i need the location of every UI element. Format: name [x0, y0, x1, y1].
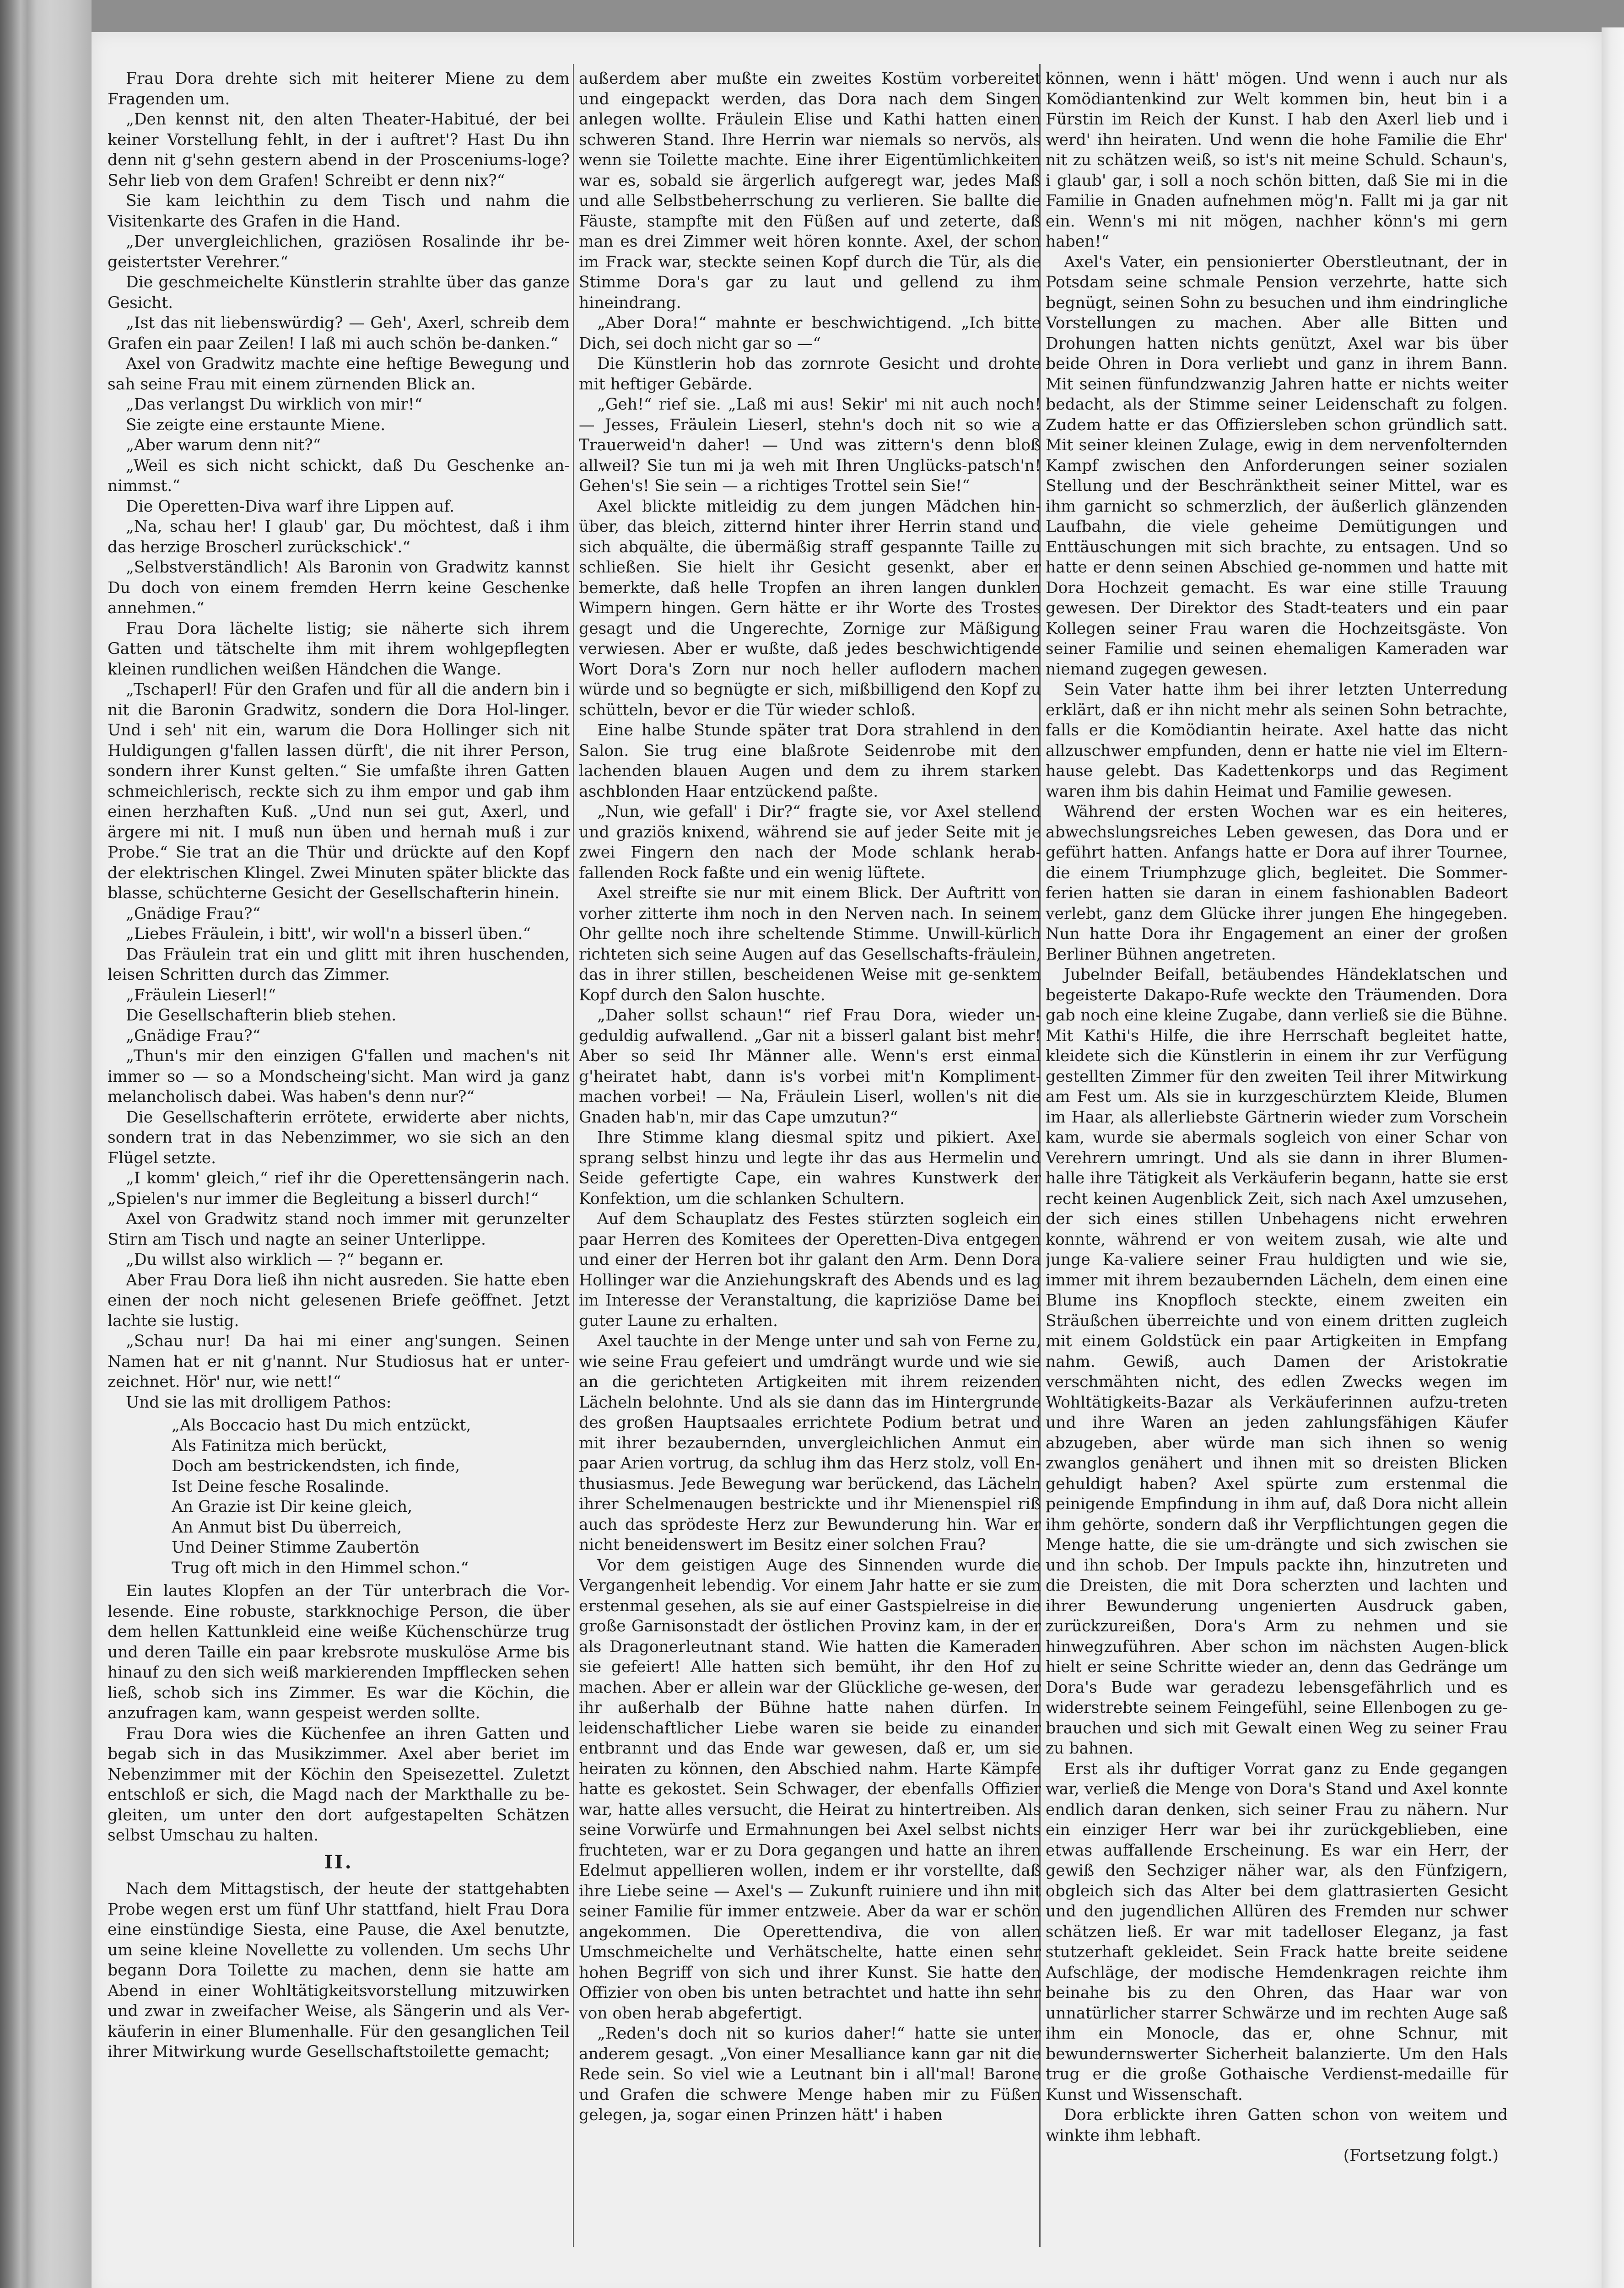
paragraph: „Selbstverständlich! Als Baronin von Gradwitz kannst Du doch von einem fremden Herrn keine Geschenke annehmen.“ — [108, 558, 570, 617]
paragraph: Dora erblickte ihren Gatten schon von weitem und winkte ihm lebhaft. — [1046, 2106, 1508, 2145]
book-binding-edge — [0, 0, 92, 2288]
paragraph: Frau Dora drehte sich mit heiterer Miene zu dem Fragenden um. — [108, 70, 570, 108]
poem-line: „Als Boccacio hast Du mich entzückt, — [172, 1416, 471, 1435]
paragraph: „Den kennst nit, den alten Theater-Habitué, der bei keiner Vorstellung fehlt, in der i auftret'? Hast Du ihn denn nit g'sehn gestern abend in der Prosceniums-loge? Sehr lieb von dem Grafen! Schreibt er denn nix?“ — [108, 110, 570, 190]
paragraph: „Schau nur! Da hai mi einer ang'sungen. Seinen Namen hat er nit g'nannt. Nur Studiosus hat er unter-zeichnet. Hör' nur, wie nett!“ — [108, 1332, 570, 1391]
paragraph: „Thun's mir den einzigen G'fallen und machen's nit immer so — so a Mondscheing'sicht. Man wird ja ganz melancholisch dabei. Was haben's denn nur?“ — [108, 1047, 570, 1106]
poem-line: An Anmut bist Du überreich, — [172, 1518, 402, 1537]
paragraph: „Gnädige Frau?“ — [126, 1026, 261, 1045]
poem-line: Ist Deine fesche Rosalinde. — [172, 1477, 389, 1496]
column-rule — [573, 64, 574, 2247]
paragraph: Vor dem geistigen Auge des Sinnenden wurde die Vergangenheit lebendig. Vor einem Jahr hatte er sie zum erstenmal gesehen, als sie auf einer Gastspielreise in die große Garnisonstadt der östlichen Provinz kam, in der er als Dragonerleutnant stand. Wie hatten die Kameraden sie gefeiert! Alle hatten sich bemüht, ihr den Hof zu machen. Aber er allein war der Glückliche ge-wesen, der ihr außerhalb der Bühne hatte nahen dürfen. In leidenschaftlicher Liebe waren sie beide zu einander entbrannt und das Ende war gewesen, daß er, um sie heiraten zu können, den Abschied nahm. Harte Kämpfe hatte es gekostet. Sein Schwager, der ebenfalls Offizier war, hatte alles versucht, die Heirat zu hintertreiben. Als seine Vorwürfe und Ermahnungen bei Axel selbst nichts fruchteten, war er zu Dora gegangen und hatte an ihren Edelmut appellieren wollen, indem er ihr vorstellte, daß ihre Liebe seine — Axel's — Zukunft ruiniere und ihn mit seiner Familie für immer entzweie. Aber da war er schön angekommen. Die Operettendiva, die von allen Umschmeichelte und Verhätschelte, hatte einen sehr hohen Begriff von sich und ihrer Kunst. Sie hatte den Offizier von oben bis unten betrachtet und hatte ihn sehr von oben herab abgefertigt. — [579, 1556, 1041, 2023]
paragraph: „Du willst also wirklich — ?“ begann er. — [126, 1251, 444, 1269]
paragraph: Die Künstlerin hob das zornrote Gesicht und drohte mit heftiger Gebärde. — [579, 355, 1041, 394]
paragraph: „Liebes Fräulein, i bitt', wir woll'n a bisserl üben.“ — [126, 925, 531, 943]
paragraph: „Daher sollst schaun!“ rief Frau Dora, wieder un-geduldig aufwallend. „Gar nit a bisserl galant bist mehr! Aber so seid Ihr Männer alle. Wenn's erst einmal g'heiratet habt, dann is's vorbei mit'n Kompliment-machen vorbei! — Na, Fräulein Liserl, wollen's nit die Gnaden hab'n, mir das Cape umzutun?“ — [579, 1006, 1041, 1127]
paragraph: Sie kam leichthin zu dem Tisch und nahm die Visitenkarte des Grafen in die Hand. — [108, 192, 570, 231]
paragraph: Jubelnder Beifall, betäubendes Händeklatschen und begeisterte Dakapo-Rufe weckte den Träumenden. Dora gab noch eine kleine Zugabe, dann verließ sie die Bühne. Mit Kathi's Hilfe, die ihre Herrschaft begleitet hatte, kleidete sich die Künstlerin in einem ihr zur Verfügung gestellten Zimmer für den zweiten Teil ihrer Mitwirkung am Fest um. Als sie in kurzgeschürztem Kleide, Blumen im Haar, als allerliebste Gärtnerin wieder zum Vorschein kam, wurde sie abermals sogleich von einer Schar von Verehrern umringt. Und als sie dann in ihrer Blumen-halle ihre Tätigkeit als Verkäuferin begann, hatte sie erst recht keinen Augenblick Zeit, sich nach Axel umzusehen, der sich eines stillen Unbehagens nicht erwehren konnte, während er von weitem zusah, wie alte und junge Ka-valiere seiner Frau huldigten und wie sie, immer mit ihrem bezaubernden Lächeln, dem einen eine Blume ins Knopfloch steckte, einem zweiten ein Sträußchen überreichte und von einem dritten zugleich mit einem Goldstück ein paar Artigkeiten in Empfang nahm. Gewiß, auch Damen der Aristokratie verschmähten nicht, des edlen Zwecks wegen im Wohltätigkeits-Bazar als Verkäuferinnen aufzu-treten und ihre Waren an jeden zahlungsfähigen Käufer abzugeben, aber würde man sich ihnen so wenig zwanglos genähert und ihnen mit so dreisten Blicken gehuldigt haben? Axel spürte zum erstenmal die peinigende Empfindung in ihm auf, daß Dora nicht allein ihm gehörte, sondern daß ihr Verpflichtungen gegen die Menge hatte, die sie um-drängte und sich zwischen sie und ihn schob. Der Impuls packte ihn, hinzutreten und die Dreisten, die mit Dora scherzten und lachten und ihrer Bewunderung ungenierten Ausdruck gaben, zurückzureißen, Dora's Arm zu nehmen und sie hinwegzuführen. Aber schon im nächsten Augen-blick hielt er seine Schritte wieder an, denn das Gedränge um Dora's Bude war geradezu lebensgefährlich und es widerstrebte seinem Feingefühl, seine Ellenbogen zu ge-brauchen und sich mit Gewalt einen Weg zu seiner Frau zu bahnen. — [1046, 966, 1508, 1758]
paragraph: Die Gesellschafterin errötete, erwiderte aber nichts, sondern trat in das Nebenzimmer, wo sie sich an den Flügel setzte. — [108, 1108, 570, 1167]
poem-line: Als Fatinitza mich berückt, — [172, 1436, 388, 1455]
paragraph: „Aber Dora!“ mahnte er beschwichtigend. „Ich bitte Dich, sei doch nicht gar so —“ — [579, 314, 1041, 353]
paragraph: „I komm' gleich,“ rief ihr die Operettensängerin nach. „Spielen's nur immer die Begleitung a bisserl durch!“ — [108, 1169, 570, 1208]
paragraph: „Ist das nit liebenswürdig? — Geh', Axerl, schreib dem Grafen ein paar Zeilen! I laß mi auch schön be-danken.“ — [108, 314, 570, 353]
paragraph: „Das verlangst Du wirklich von mir!“ — [126, 395, 423, 414]
paragraph: „Gnädige Frau?“ — [126, 904, 261, 923]
text-column-2 — [579, 69, 1041, 2242]
paragraph: Das Fräulein trat ein und glitt mit ihren huschenden, leisen Schritten durch das Zimmer. — [108, 945, 570, 984]
paragraph: Die Gesellschafterin blieb stehen. — [126, 1006, 397, 1025]
paragraph: Frau Dora lächelte listig; sie näherte sich ihrem Gatten und tätschelte ihm mit ihrem wohlgepflegten kleinen rundlichen weißen Händchen die Wange. — [108, 619, 570, 679]
paragraph: „Geh!“ rief sie. „Laß mi aus! Sekir' mi nit auch noch! — Jesses, Fräulein Lieserl, stehn's doch nit so wie a Trauerweid'n daher! — Und was zittern's denn bloß allweil? Sie tun mi ja weh mit Ihren Unglücks-patsch'n! Gehen's! Sie sein — a richtiges Trottel sein Sie!“ — [579, 395, 1041, 495]
paragraph: „Fräulein Lieserl!“ — [126, 986, 276, 1004]
paragraph: Erst als ihr duftiger Vorrat ganz zu Ende gegangen war, verließ die Menge von Dora's Stand und Axel konnte endlich daran denken, sich seiner Frau zu nähern. Nur ein einziger Herr war bei ihr zurückgeblieben, eine etwas auffallende Erscheinung. Es war ein Herr, der gewiß den Sechziger näher war, als den Fünfzigern, obgleich sich das Alter bei dem glattrasierten Gesicht und den jugendlichen Allüren des Fremden nur schwer schätzen ließ. Er war mit tadelloser Eleganz, ja fast stutzerhaft gekleidet. Sein Frack hatte breite seidene Aufschläge, der modische Hemdenkragen reichte ihm beinahe bis zu den Ohren, das Haar war von unnatürlicher starrer Schwärze und im rechten Auge saß ihm ein Monocle, das er, ohne Schnur, mit bewundernswerter Sicherheit balanzierte. Um den Hals trug er die große Gothaische Verdienst-medaille für Kunst und Wissenschaft. — [1046, 1759, 1508, 2104]
text-column-3 — [1046, 69, 1508, 2242]
paragraph: „Nun, wie gefall' i Dir?“ fragte sie, vor Axel stellend und graziös knixend, während sie auf jeder Seite mit je zwei Fingern den nach der Mode schlank herab-fallenden Rock faßte und ein wenig lüftete. — [579, 803, 1041, 882]
paragraph: „Weil es sich nicht schickt, daß Du Geschenke an-nimmst.“ — [108, 456, 570, 495]
paragraph: „Na, schau her! I glaub' gar, Du möchtest, daß i ihm das herzige Broscherl zurückschick'.“ — [108, 518, 570, 556]
paragraph: Die Operetten-Diva warf ihre Lippen auf. — [126, 497, 454, 516]
paragraph: Auf dem Schauplatz des Festes stürzten sogleich ein paar Herren des Komitees der Operetten-Diva entgegen und einer der Herren bot ihr galant den Arm. Denn Dora Hollinger war die Anziehungskraft des Abends und es lag im Interesse der Veranstaltung, die kapriziöse Dame bei guter Laune zu erhalten. — [579, 1210, 1041, 1330]
paragraph: Sie zeigte eine erstaunte Miene. — [126, 416, 386, 434]
paragraph: Und sie las mit drolligem Pathos: — [126, 1393, 392, 1412]
paragraph: außerdem aber mußte ein zweites Kostüm vorbereitet und eingepackt werden, das Dora nach dem Singen anlegen wollte. Fräulein Elise und Kathi hatten einen schweren Stand. Ihre Herrin war niemals so nervös, als wenn sie Toilette machte. Eine ihrer Eigentümlichkeiten war es, sobald sie ärgerlich aufgeregt war, jedes Maß und alle Selbstbeherrschung zu verlieren. Sie ballte die Fäuste, stampfte mit den Füßen auf und zeterte, daß man es drei Zimmer weit hören konnte. Axel, der schon im Frack war, steckte seinen Kopf durch die Tür, als die Stimme Dora's gar zu laut und gellend zu ihm hineindrang. — [579, 70, 1041, 312]
paragraph: können, wenn i hätt' mögen. Und wenn i auch nur als Komödiantenkind zur Welt kommen bin, heut bin i a Fürstin im Reich der Kunst. I hab den Axerl lieb und i werd' ihn heiraten. Und wenn die hohe Familie die Ehr' nit zu schätzen weiß, so ist's nit meine Schuld. Schaun's, i glaub' gar, i soll a noch schön bitten, daß Sie mi in die Familie in Gnaden aufnehmen mög'n. Fallt mi ja gar nit ein. Wenn's mi nit mögen, nachher könn's mi gern haben!“ — [1046, 70, 1508, 251]
next-page-edge — [1602, 27, 1624, 2288]
section-heading: II. — [324, 1851, 353, 1873]
continuation-note: (Fortsetzung folgt.) — [1343, 2147, 1499, 2165]
poem-line: Doch am bestrickendsten, ich finde, — [172, 1457, 460, 1475]
paragraph: Während der ersten Wochen war es ein heiteres, abwechslungsreiches Leben gewesen, das Dora und er geführt hatten. Anfangs hatte er Dora auf ihrer Tournee, die einem Triumphzuge glich, begleitet. Die Sommer-ferien hatten sie daran in einem fashionablen Badeort verlebt, ganz dem Glücke ihrer jungen Ehe hingegeben. Nun hatte Dora ihr Engagement an einer der großen Berliner Bühnen angetreten. — [1046, 803, 1508, 964]
paragraph: Nach dem Mittagstisch, der heute der stattgehabten Probe wegen erst um fünf Uhr stattfand, hielt Frau Dora eine einstündige Siesta, eine Pause, die Axel benutzte, um seine kleine Novellette zu vollenden. Um sechs Uhr begann Dora Toilette zu machen, denn sie hatte am Abend in einer Wohltätigkeitsvorstellung mitzuwirken und zwar in zweifacher Weise, als Sängerin und als Ver-käuferin in einer Blumenhalle. Für den gesanglichen Teil ihrer Mitwirkung wurde Gesellschaftstoilette gemacht; — [108, 1880, 570, 2061]
poem-line: An Grazie ist Dir keine gleich, — [172, 1498, 413, 1516]
text-column-1 — [108, 69, 570, 2242]
paragraph: Axel blickte mitleidig zu dem jungen Mädchen hin-über, das bleich, zitternd hinter ihrer Herrin stand und sich abquälte, die übermäßig straff gespannte Taille zu schließen. Sie hielt ihr Gesicht gesenkt, aber er bemerkte, daß helle Tropfen an ihren langen dunklen Wimpern hingen. Gern hätte er ihr Worte des Trostes gesagt und die Ungerechte, Zornige zur Mäßigung verwiesen. Aber er wußte, daß jedes beschwichtigende Wort Dora's Zorn nur noch heller auflodern machen würde und so begnügte er sich, mißbilligend den Kopf zu schütteln, bevor er die Tür wieder schloß. — [579, 497, 1041, 719]
poem — [108, 1415, 570, 1578]
paragraph: „Der unvergleichlichen, graziösen Rosalinde ihr be-geistertster Verehrer.“ — [108, 232, 570, 271]
paragraph: Axel's Vater, ein pensionierter Oberstleutnant, der in Potsdam seine schmale Pension verzehrte, hatte sich begnügt, seinen Sohn zu besuchen und ihm eindringliche Vorstellungen zu machen. Aber alle Bitten und Drohungen hatten nichts genützt, Axel war bis über beide Ohren in Dora verliebt und ganz in ihrem Bann. Mit seinen fünfundzwanzig Jahren hatte er nichts weiter bedacht, als der Stimme seiner Leidenschaft zu folgen. Zudem hatte er das Offiziersleben schon gründlich satt. Mit seiner kleinen Zulage, ewig in dem nervenfolternden Kampf zwischen den Anforderungen seiner sozialen Stellung und der Beschränktheit seiner Mittel, war es ihm garnicht so schmerzlich, der äußerlich glänzenden Laufbahn, die viele geheime Demütigungen und Enttäuschungen mit sich brachte, zu entsagen. Und so hatte er denn seinen Abschied ge-nommen und hatte mit Dora Hochzeit gemacht. Es war eine stille Trauung gewesen. Der Direktor des Stadt-teaters und ein paar Kollegen seiner Frau waren die Hochzeitsgäste. Von seiner Familie und seinen ehemaligen Kameraden war niemand zugegen gewesen. — [1046, 253, 1508, 679]
paragraph: Ihre Stimme klang diesmal spitz und pikiert. Axel sprang selbst hinzu und legte ihr das aus Hermelin und Seide gefertigte Cape, ein wahres Kunstwerk der Konfektion, um die schlanken Schultern. — [579, 1128, 1041, 1208]
paragraph: Ein lautes Klopfen an der Tür unterbrach die Vor-lesende. Eine robuste, starkknochige Person, die über dem hellen Kattunkleid eine weiße Küchenschürze trug und deren Taille ein paar krebsrote muskulöse Arme bis hinauf zu den sich weiß markierenden Impfflecken sehen ließ, schob sich ins Zimmer. Es war die Köchin, die anzufragen kam, wann gespeist werden sollte. — [108, 1582, 570, 1722]
paragraph: Sein Vater hatte ihm bei ihrer letzten Unterredung erklärt, daß er ihn nicht mehr als seinen Sohn betrachte, falls er die Komödiantin heirate. Axel hatte das nicht allzuschwer empfunden, denn er hatte nie viel im Eltern-hause gelebt. Das Kadettenkorps und das Regiment waren ihm bis dahin Heimat und Familie gewesen. — [1046, 680, 1508, 801]
paragraph: Aber Frau Dora ließ ihn nicht ausreden. Sie hatte eben einen der noch nicht gelesenen Briefe geöffnet. Jetzt lachte sie lustig. — [108, 1271, 570, 1330]
poem-line: Trug oft mich in den Himmel schon.“ — [172, 1559, 469, 1577]
paragraph: Axel streifte sie nur mit einem Blick. Der Auftritt von vorher zitterte ihm noch in den Nerven nach. In seinem Ohr gellte noch ihre scheltende Stimme. Unwill-kürlich richteten sich seine Augen auf das Gesellschafts-fräulein, das in ihrer stillen, bescheidenen Weise mit ge-senktem Kopf durch den Salon huschte. — [579, 884, 1041, 1004]
paragraph: Die geschmeichelte Künstlerin strahlte über das ganze Gesicht. — [108, 273, 570, 312]
paragraph: „Aber warum denn nit?“ — [126, 436, 321, 454]
paragraph: Frau Dora wies die Küchenfee an ihren Gatten und begab sich in das Musikzimmer. Axel aber beriet im Nebenzimmer mit der Köchin den Speisezettel. Zuletzt entschloß er sich, die Magd nach der Markthalle zu be-gleiten, um unter den dort aufgestapelten Schätzen selbst Umschau zu halten. — [108, 1724, 570, 1845]
poem-line: Und Deiner Stimme Zaubertön — [172, 1538, 420, 1557]
paragraph: Axel von Gradwitz machte eine heftige Bewegung und sah seine Frau mit einem zürnenden Blick an. — [108, 355, 570, 394]
paragraph: „Reden's doch nit so kurios daher!“ hatte sie unter anderem gesagt. „Von einer Mesalliance kann gar nit die Rede sein. So viel wie a Leutnant bin i all'mal! Barone und Grafen die schwere Menge haben mir zu Füßen gelegen, ja, sogar einen Prinzen hätt' i haben — [579, 2024, 1041, 2124]
paragraph: „Tschaperl! Für den Grafen und für all die andern bin i nit die Baronin Gradwitz, sondern die Dora Hol-linger. Und i seh' nit ein, warum die Dora Hollinger sich nit Huldigungen g'fallen lassen dürft', die nit ihrer Person, sondern ihrer Kunst gelten.“ Sie umfaßte ihren Gatten schmeichlerisch, reckte sich zu ihm empor und gab ihm einen herzhaften Kuß. „Und nun sei gut, Axerl, und ärgere mi nit. I muß nun üben und hernah muß i zur Probe.“ Sie trat an die Thür und drückte auf den Kopf der elektrischen Klingel. Zwei Minuten später blickte das blasse, schüchterne Gesicht der Gesellschafterin hinein. — [108, 680, 570, 902]
paragraph: Axel tauchte in der Menge unter und sah von Ferne zu, wie seine Frau gefeiert und umdrängt wurde und wie sie an die gerichteten Artigkeiten mit ihrem reizenden Lächeln belohnte. Und als sie dann das im Hintergrunde des großen Hauptsaales errichtete Podium betrat und mit ihrer bezaubernden, unvergleichlichen Anmut ein paar Arien vortrug, da schlug ihm das Herz stolz, voll En-thusiasmus. Jede Bewegung war berückend, das Lächeln ihrer Schelmenaugen bestrickte und ihr Mienenspiel riß auch das sprödeste Herz zur Bewunderung hin. War er nicht beneidenswert im Besitz einer solchen Frau? — [579, 1332, 1041, 1554]
paragraph: Eine halbe Stunde später trat Dora strahlend in den Salon. Sie trug eine blaßrote Seidenrobe mit den lachenden blauen Augen und dem zu ihrem starken aschblonden Haar entzückend paßte. — [579, 721, 1041, 801]
paragraph: Axel von Gradwitz stand noch immer mit gerunzelter Stirn am Tisch und nagte an seiner Unterlippe. — [108, 1210, 570, 1249]
